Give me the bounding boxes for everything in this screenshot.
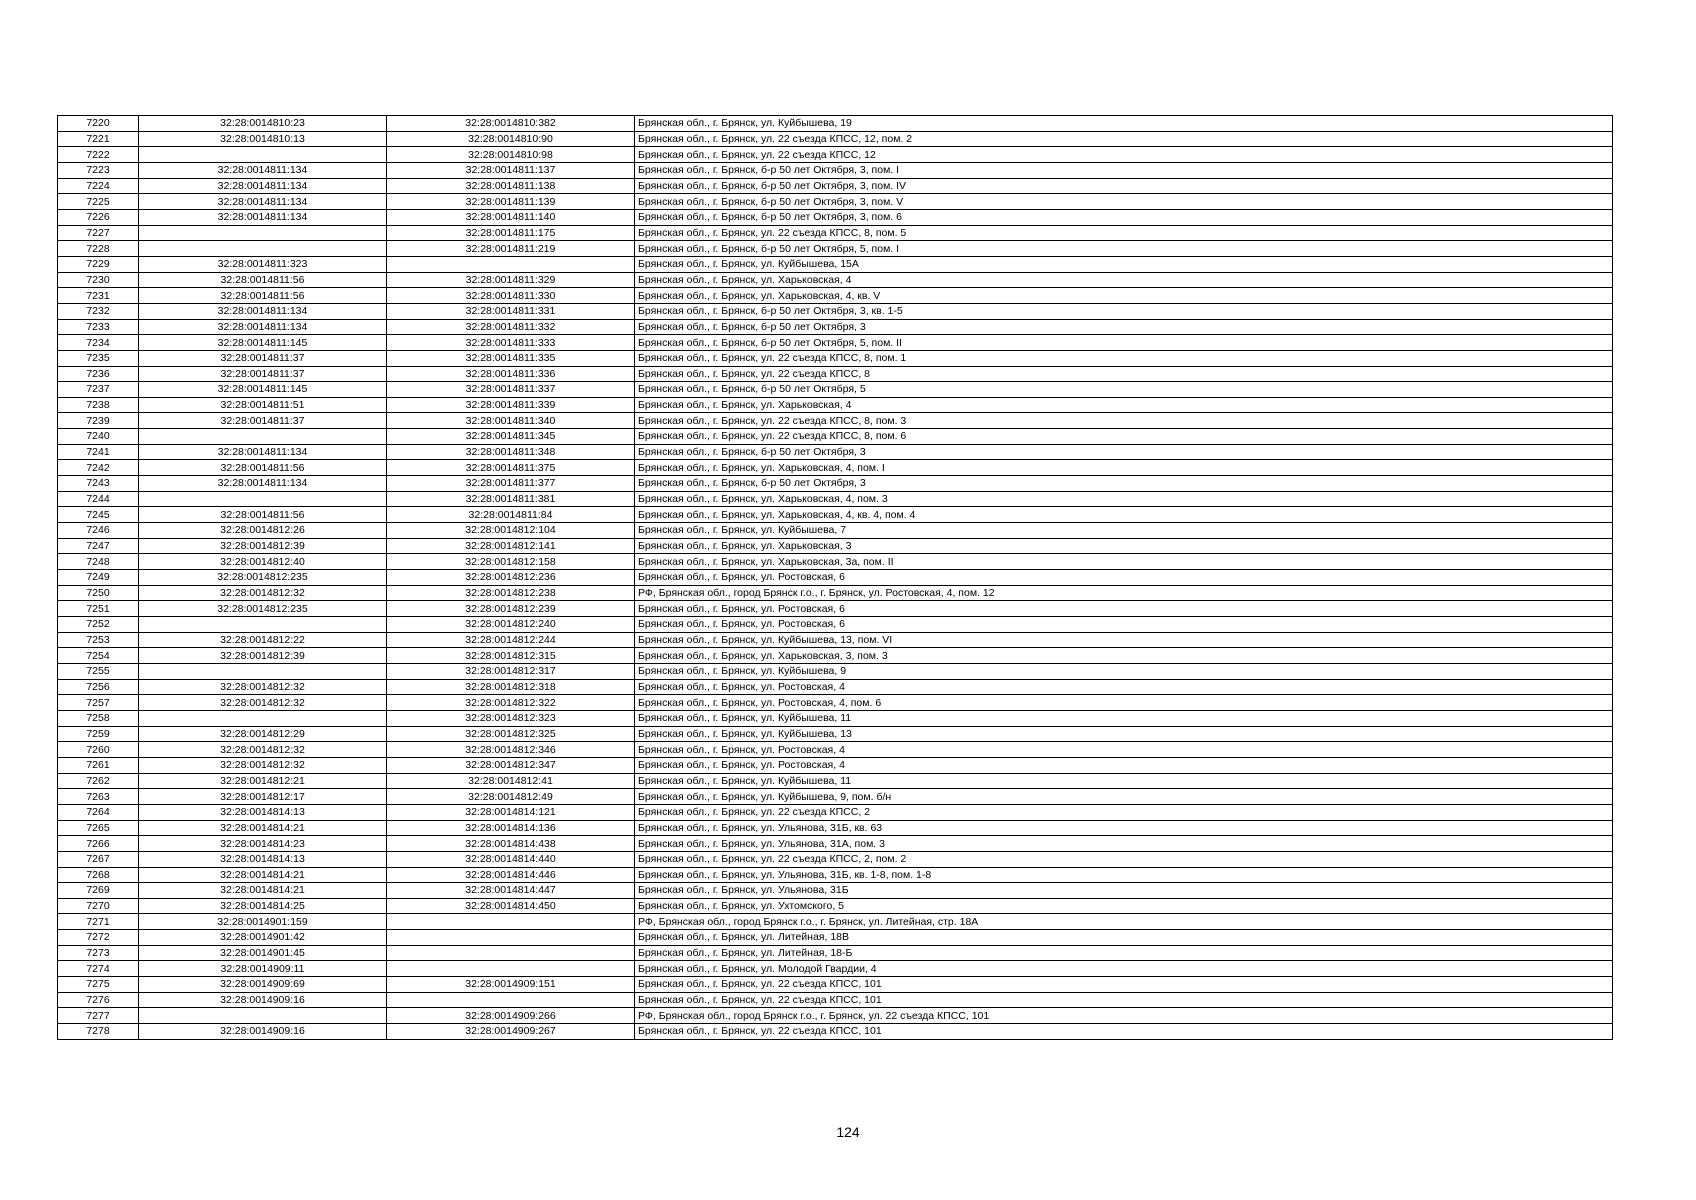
row-number-cell: 7244 xyxy=(58,491,139,507)
row-number-cell: 7230 xyxy=(58,272,139,288)
object-number-cell: 32:28:0014812:346 xyxy=(387,742,635,758)
row-number-cell: 7260 xyxy=(58,742,139,758)
address-cell: РФ, Брянская обл., город Брянск г.о., г. Брянск, ул. Ростовская, 4, пом. 12 xyxy=(635,585,1613,601)
table-row xyxy=(58,507,1613,523)
object-number-cell: 32:28:0014812:317 xyxy=(387,663,635,679)
land-plot-number-cell: 32:28:0014812:17 xyxy=(139,789,387,805)
row-number-cell: 7229 xyxy=(58,256,139,272)
address-cell: Брянская обл., г. Брянск, ул. Литейная, 18В xyxy=(635,930,1613,946)
address-cell: Брянская обл., г. Брянск, ул. Куйбышева, 19 xyxy=(635,116,1613,132)
table-row xyxy=(58,977,1613,993)
address-cell: Брянская обл., г. Брянск, ул. 22 съезда КПСС, 8, пом. 5 xyxy=(635,225,1613,241)
object-number-cell: 32:28:0014812:104 xyxy=(387,523,635,539)
table-row xyxy=(58,773,1613,789)
object-number-cell xyxy=(387,961,635,977)
address-cell: Брянская обл., г. Брянск, ул. Литейная, 18-Б xyxy=(635,945,1613,961)
object-number-cell: 32:28:0014812:158 xyxy=(387,554,635,570)
table-row xyxy=(58,632,1613,648)
land-plot-number-cell: 32:28:0014811:56 xyxy=(139,460,387,476)
land-plot-number-cell: 32:28:0014811:56 xyxy=(139,507,387,523)
table-row xyxy=(58,444,1613,460)
land-plot-number-cell: 32:28:0014812:29 xyxy=(139,726,387,742)
address-cell: Брянская обл., г. Брянск, б-р 50 лет Октября, 3, кв. 1-5 xyxy=(635,303,1613,319)
address-cell: Брянская обл., г. Брянск, ул. 22 съезда КПСС, 8 xyxy=(635,366,1613,382)
address-cell: Брянская обл., г. Брянск, ул. Ульянова, 31Б xyxy=(635,883,1613,899)
object-number-cell: 32:28:0014811:330 xyxy=(387,288,635,304)
object-number-cell: 32:28:0014811:377 xyxy=(387,476,635,492)
row-number-cell: 7251 xyxy=(58,601,139,617)
land-plot-number-cell xyxy=(139,491,387,507)
table-row xyxy=(58,601,1613,617)
land-plot-number-cell: 32:28:0014811:323 xyxy=(139,256,387,272)
row-number-cell: 7276 xyxy=(58,992,139,1008)
land-plot-number-cell: 32:28:0014812:32 xyxy=(139,757,387,773)
object-number-cell: 32:28:0014810:382 xyxy=(387,116,635,132)
object-number-cell: 32:28:0014814:446 xyxy=(387,867,635,883)
table-row xyxy=(58,726,1613,742)
land-plot-number-cell: 32:28:0014909:16 xyxy=(139,992,387,1008)
object-number-cell xyxy=(387,256,635,272)
object-number-cell: 32:28:0014811:339 xyxy=(387,397,635,413)
object-number-cell: 32:28:0014909:267 xyxy=(387,1024,635,1040)
row-number-cell: 7226 xyxy=(58,209,139,225)
table-row xyxy=(58,710,1613,726)
table-row xyxy=(58,617,1613,633)
object-number-cell: 32:28:0014811:375 xyxy=(387,460,635,476)
row-number-cell: 7257 xyxy=(58,695,139,711)
land-plot-number-cell: 32:28:0014814:21 xyxy=(139,883,387,899)
table-row xyxy=(58,804,1613,820)
address-cell: Брянская обл., г. Брянск, ул. Ульянова, 31Б, кв. 1-8, пом. 1-8 xyxy=(635,867,1613,883)
object-number-cell: 32:28:0014812:315 xyxy=(387,648,635,664)
object-number-cell: 32:28:0014811:345 xyxy=(387,429,635,445)
address-cell: Брянская обл., г. Брянск, ул. Куйбышева, 11 xyxy=(635,773,1613,789)
land-plot-number-cell: 32:28:0014901:159 xyxy=(139,914,387,930)
address-cell: Брянская обл., г. Брянск, ул. Ростовская, 4 xyxy=(635,742,1613,758)
table-row xyxy=(58,413,1613,429)
table-row xyxy=(58,523,1613,539)
address-cell: Брянская обл., г. Брянск, б-р 50 лет Октября, 5, пом. II xyxy=(635,335,1613,351)
land-plot-number-cell: 32:28:0014814:23 xyxy=(139,836,387,852)
table-row xyxy=(58,397,1613,413)
table-row xyxy=(58,1008,1613,1024)
table-row xyxy=(58,867,1613,883)
land-plot-number-cell xyxy=(139,241,387,257)
land-plot-number-cell: 32:28:0014812:22 xyxy=(139,632,387,648)
object-number-cell xyxy=(387,992,635,1008)
address-cell: Брянская обл., г. Брянск, ул. 22 съезда КПСС, 2, пом. 2 xyxy=(635,851,1613,867)
object-number-cell: 32:28:0014811:333 xyxy=(387,335,635,351)
land-plot-number-cell: 32:28:0014811:134 xyxy=(139,209,387,225)
address-cell: Брянская обл., г. Брянск, б-р 50 лет Октября, 3, пом. I xyxy=(635,162,1613,178)
land-plot-number-cell: 32:28:0014811:134 xyxy=(139,319,387,335)
table-row xyxy=(58,836,1613,852)
table-row xyxy=(58,585,1613,601)
address-cell: Брянская обл., г. Брянск, ул. Харьковская, 4, пом. I xyxy=(635,460,1613,476)
row-number-cell: 7240 xyxy=(58,429,139,445)
row-number-cell: 7253 xyxy=(58,632,139,648)
object-number-cell: 32:28:0014812:49 xyxy=(387,789,635,805)
row-number-cell: 7235 xyxy=(58,350,139,366)
address-cell: Брянская обл., г. Брянск, ул. Харьковская, 3а, пом. II xyxy=(635,554,1613,570)
land-plot-number-cell xyxy=(139,1008,387,1024)
row-number-cell: 7247 xyxy=(58,538,139,554)
land-plot-number-cell: 32:28:0014811:56 xyxy=(139,272,387,288)
table-row xyxy=(58,350,1613,366)
land-plot-number-cell: 32:28:0014811:145 xyxy=(139,335,387,351)
address-cell: Брянская обл., г. Брянск, ул. 22 съезда КПСС, 101 xyxy=(635,1024,1613,1040)
row-number-cell: 7254 xyxy=(58,648,139,664)
table-row xyxy=(58,961,1613,977)
table-row xyxy=(58,491,1613,507)
land-plot-number-cell: 32:28:0014811:134 xyxy=(139,444,387,460)
row-number-cell: 7250 xyxy=(58,585,139,601)
land-plot-number-cell: 32:28:0014812:32 xyxy=(139,585,387,601)
land-plot-number-cell: 32:28:0014814:13 xyxy=(139,851,387,867)
row-number-cell: 7248 xyxy=(58,554,139,570)
table-row xyxy=(58,757,1613,773)
row-number-cell: 7262 xyxy=(58,773,139,789)
object-number-cell: 32:28:0014812:236 xyxy=(387,570,635,586)
address-cell: Брянская обл., г. Брянск, ул. 22 съезда КПСС, 8, пом. 3 xyxy=(635,413,1613,429)
table-row xyxy=(58,288,1613,304)
object-number-cell: 32:28:0014814:121 xyxy=(387,804,635,820)
land-plot-number-cell: 32:28:0014812:21 xyxy=(139,773,387,789)
table-row xyxy=(58,695,1613,711)
row-number-cell: 7232 xyxy=(58,303,139,319)
address-cell: Брянская обл., г. Брянск, ул. 22 съезда КПСС, 2 xyxy=(635,804,1613,820)
address-cell: Брянская обл., г. Брянск, ул. Харьковская, 3 xyxy=(635,538,1613,554)
object-number-cell: 32:28:0014810:98 xyxy=(387,147,635,163)
table-row xyxy=(58,272,1613,288)
row-number-cell: 7273 xyxy=(58,945,139,961)
row-number-cell: 7243 xyxy=(58,476,139,492)
page-number: 124 xyxy=(836,1124,860,1140)
cadastral-table xyxy=(57,115,1613,1040)
land-plot-number-cell: 32:28:0014811:37 xyxy=(139,366,387,382)
land-plot-number-cell: 32:28:0014909:11 xyxy=(139,961,387,977)
row-number-cell: 7259 xyxy=(58,726,139,742)
row-number-cell: 7225 xyxy=(58,194,139,210)
row-number-cell: 7233 xyxy=(58,319,139,335)
address-cell: Брянская обл., г. Брянск, ул. 22 съезда КПСС, 8, пом. 6 xyxy=(635,429,1613,445)
land-plot-number-cell: 32:28:0014811:145 xyxy=(139,382,387,398)
land-plot-number-cell: 32:28:0014811:37 xyxy=(139,350,387,366)
object-number-cell: 32:28:0014812:240 xyxy=(387,617,635,633)
object-number-cell: 32:28:0014811:332 xyxy=(387,319,635,335)
object-number-cell: 32:28:0014811:140 xyxy=(387,209,635,225)
object-number-cell: 32:28:0014909:151 xyxy=(387,977,635,993)
land-plot-number-cell: 32:28:0014814:21 xyxy=(139,867,387,883)
address-cell: Брянская обл., г. Брянск, ул. Куйбышева, 13, пом. VI xyxy=(635,632,1613,648)
table-row xyxy=(58,851,1613,867)
object-number-cell xyxy=(387,930,635,946)
object-number-cell: 32:28:0014909:266 xyxy=(387,1008,635,1024)
address-cell: Брянская обл., г. Брянск, б-р 50 лет Октября, 3 xyxy=(635,444,1613,460)
object-number-cell: 32:28:0014812:41 xyxy=(387,773,635,789)
table-row xyxy=(58,241,1613,257)
row-number-cell: 7245 xyxy=(58,507,139,523)
row-number-cell: 7249 xyxy=(58,570,139,586)
address-cell: Брянская обл., г. Брянск, ул. 22 съезда КПСС, 101 xyxy=(635,992,1613,1008)
address-cell: Брянская обл., г. Брянск, ул. Куйбышева, 9, пом. б/н xyxy=(635,789,1613,805)
row-number-cell: 7231 xyxy=(58,288,139,304)
row-number-cell: 7234 xyxy=(58,335,139,351)
land-plot-number-cell: 32:28:0014909:69 xyxy=(139,977,387,993)
row-number-cell: 7271 xyxy=(58,914,139,930)
address-cell: Брянская обл., г. Брянск, ул. Харьковская, 3, пом. 3 xyxy=(635,648,1613,664)
row-number-cell: 7274 xyxy=(58,961,139,977)
table-row xyxy=(58,883,1613,899)
address-cell: Брянская обл., г. Брянск, ул. 22 съезда КПСС, 12 xyxy=(635,147,1613,163)
land-plot-number-cell: 32:28:0014811:37 xyxy=(139,413,387,429)
row-number-cell: 7265 xyxy=(58,820,139,836)
object-number-cell: 32:28:0014811:137 xyxy=(387,162,635,178)
address-cell: Брянская обл., г. Брянск, ул. Харьковская, 4 xyxy=(635,397,1613,413)
row-number-cell: 7269 xyxy=(58,883,139,899)
row-number-cell: 7222 xyxy=(58,147,139,163)
address-cell: Брянская обл., г. Брянск, б-р 50 лет Октября, 3 xyxy=(635,476,1613,492)
table-row xyxy=(58,116,1613,132)
row-number-cell: 7277 xyxy=(58,1008,139,1024)
object-number-cell: 32:28:0014812:238 xyxy=(387,585,635,601)
table-row xyxy=(58,460,1613,476)
land-plot-number-cell: 32:28:0014811:134 xyxy=(139,194,387,210)
row-number-cell: 7228 xyxy=(58,241,139,257)
address-cell: Брянская обл., г. Брянск, б-р 50 лет Октября, 5, пом. I xyxy=(635,241,1613,257)
row-number-cell: 7220 xyxy=(58,116,139,132)
object-number-cell: 32:28:0014814:450 xyxy=(387,898,635,914)
address-cell: Брянская обл., г. Брянск, ул. Ульянова, 31Б, кв. 63 xyxy=(635,820,1613,836)
address-cell: Брянская обл., г. Брянск, ул. Ростовская, 6 xyxy=(635,617,1613,633)
table-row xyxy=(58,382,1613,398)
object-number-cell: 32:28:0014811:337 xyxy=(387,382,635,398)
row-number-cell: 7275 xyxy=(58,977,139,993)
row-number-cell: 7256 xyxy=(58,679,139,695)
table-body xyxy=(58,116,1613,1040)
row-number-cell: 7270 xyxy=(58,898,139,914)
object-number-cell: 32:28:0014811:138 xyxy=(387,178,635,194)
address-cell: Брянская обл., г. Брянск, ул. Харьковская, 4, пом. 3 xyxy=(635,491,1613,507)
object-number-cell: 32:28:0014814:447 xyxy=(387,883,635,899)
object-number-cell: 32:28:0014811:348 xyxy=(387,444,635,460)
land-plot-number-cell: 32:28:0014811:134 xyxy=(139,303,387,319)
table-row xyxy=(58,476,1613,492)
object-number-cell: 32:28:0014812:318 xyxy=(387,679,635,695)
address-cell: Брянская обл., г. Брянск, ул. Куйбышева, 7 xyxy=(635,523,1613,539)
row-number-cell: 7236 xyxy=(58,366,139,382)
address-cell: Брянская обл., г. Брянск, ул. Ростовская, 4 xyxy=(635,757,1613,773)
table-row xyxy=(58,945,1613,961)
address-cell: Брянская обл., г. Брянск, ул. Молодой Гвардии, 4 xyxy=(635,961,1613,977)
table-row xyxy=(58,914,1613,930)
land-plot-number-cell: 32:28:0014812:32 xyxy=(139,695,387,711)
object-number-cell xyxy=(387,945,635,961)
land-plot-number-cell xyxy=(139,663,387,679)
table-row xyxy=(58,256,1613,272)
address-cell: Брянская обл., г. Брянск, ул. Харьковская, 4, кв. 4, пом. 4 xyxy=(635,507,1613,523)
row-number-cell: 7223 xyxy=(58,162,139,178)
address-cell: Брянская обл., г. Брянск, ул. 22 съезда КПСС, 12, пом. 2 xyxy=(635,131,1613,147)
land-plot-number-cell: 32:28:0014814:25 xyxy=(139,898,387,914)
table-row xyxy=(58,992,1613,1008)
table-row xyxy=(58,366,1613,382)
land-plot-number-cell: 32:28:0014812:32 xyxy=(139,679,387,695)
land-plot-number-cell: 32:28:0014810:13 xyxy=(139,131,387,147)
table-row xyxy=(58,162,1613,178)
table-row xyxy=(58,429,1613,445)
land-plot-number-cell: 32:28:0014812:26 xyxy=(139,523,387,539)
address-cell: РФ, Брянская обл., город Брянск г.о., г. Брянск, ул. 22 съезда КПСС, 101 xyxy=(635,1008,1613,1024)
table-row xyxy=(58,663,1613,679)
object-number-cell: 32:28:0014814:438 xyxy=(387,836,635,852)
address-cell: Брянская обл., г. Брянск, ул. 22 съезда КПСС, 101 xyxy=(635,977,1613,993)
row-number-cell: 7237 xyxy=(58,382,139,398)
table-row xyxy=(58,303,1613,319)
address-cell: Брянская обл., г. Брянск, б-р 50 лет Октября, 3, пом. IV xyxy=(635,178,1613,194)
table-row xyxy=(58,209,1613,225)
land-plot-number-cell: 32:28:0014812:39 xyxy=(139,648,387,664)
row-number-cell: 7246 xyxy=(58,523,139,539)
table-row xyxy=(58,225,1613,241)
land-plot-number-cell: 32:28:0014811:134 xyxy=(139,162,387,178)
object-number-cell: 32:28:0014811:340 xyxy=(387,413,635,429)
land-plot-number-cell: 32:28:0014811:51 xyxy=(139,397,387,413)
address-cell: Брянская обл., г. Брянск, ул. Харьковская, 4, кв. V xyxy=(635,288,1613,304)
address-cell: Брянская обл., г. Брянск, ул. Харьковская, 4 xyxy=(635,272,1613,288)
object-number-cell: 32:28:0014811:84 xyxy=(387,507,635,523)
object-number-cell: 32:28:0014814:440 xyxy=(387,851,635,867)
land-plot-number-cell: 32:28:0014812:32 xyxy=(139,742,387,758)
object-number-cell xyxy=(387,914,635,930)
land-plot-number-cell: 32:28:0014812:235 xyxy=(139,570,387,586)
land-plot-number-cell: 32:28:0014812:39 xyxy=(139,538,387,554)
table-row xyxy=(58,930,1613,946)
object-number-cell: 32:28:0014812:347 xyxy=(387,757,635,773)
object-number-cell: 32:28:0014811:381 xyxy=(387,491,635,507)
address-cell: Брянская обл., г. Брянск, ул. Ухтомского, 5 xyxy=(635,898,1613,914)
row-number-cell: 7268 xyxy=(58,867,139,883)
row-number-cell: 7272 xyxy=(58,930,139,946)
land-plot-number-cell: 32:28:0014812:235 xyxy=(139,601,387,617)
row-number-cell: 7261 xyxy=(58,757,139,773)
object-number-cell: 32:28:0014812:323 xyxy=(387,710,635,726)
address-cell: Брянская обл., г. Брянск, ул. Куйбышева, 9 xyxy=(635,663,1613,679)
address-cell: Брянская обл., г. Брянск, б-р 50 лет Октября, 3, пом. 6 xyxy=(635,209,1613,225)
land-plot-number-cell: 32:28:0014814:13 xyxy=(139,804,387,820)
row-number-cell: 7239 xyxy=(58,413,139,429)
object-number-cell: 32:28:0014811:335 xyxy=(387,350,635,366)
land-plot-number-cell: 32:28:0014812:40 xyxy=(139,554,387,570)
row-number-cell: 7266 xyxy=(58,836,139,852)
land-plot-number-cell xyxy=(139,617,387,633)
table-row xyxy=(58,570,1613,586)
address-cell: Брянская обл., г. Брянск, ул. Ростовская, 4 xyxy=(635,679,1613,695)
table-row xyxy=(58,147,1613,163)
address-cell: Брянская обл., г. Брянск, ул. Ульянова, 31А, пом. 3 xyxy=(635,836,1613,852)
object-number-cell: 32:28:0014811:219 xyxy=(387,241,635,257)
land-plot-number-cell: 32:28:0014901:42 xyxy=(139,930,387,946)
row-number-cell: 7264 xyxy=(58,804,139,820)
object-number-cell: 32:28:0014812:141 xyxy=(387,538,635,554)
land-plot-number-cell: 32:28:0014901:45 xyxy=(139,945,387,961)
row-number-cell: 7255 xyxy=(58,663,139,679)
row-number-cell: 7221 xyxy=(58,131,139,147)
table-row xyxy=(58,538,1613,554)
table-row xyxy=(58,789,1613,805)
land-plot-number-cell: 32:28:0014909:16 xyxy=(139,1024,387,1040)
address-cell: Брянская обл., г. Брянск, б-р 50 лет Октября, 3, пом. V xyxy=(635,194,1613,210)
object-number-cell: 32:28:0014811:331 xyxy=(387,303,635,319)
object-number-cell: 32:28:0014810:90 xyxy=(387,131,635,147)
row-number-cell: 7258 xyxy=(58,710,139,726)
land-plot-number-cell: 32:28:0014811:134 xyxy=(139,178,387,194)
table-row xyxy=(58,820,1613,836)
table-row xyxy=(58,178,1613,194)
address-cell: Брянская обл., г. Брянск, ул. Куйбышева, 13 xyxy=(635,726,1613,742)
table-row xyxy=(58,335,1613,351)
land-plot-number-cell: 32:28:0014811:134 xyxy=(139,476,387,492)
object-number-cell: 32:28:0014811:329 xyxy=(387,272,635,288)
object-number-cell: 32:28:0014812:239 xyxy=(387,601,635,617)
object-number-cell: 32:28:0014811:175 xyxy=(387,225,635,241)
object-number-cell: 32:28:0014812:325 xyxy=(387,726,635,742)
row-number-cell: 7263 xyxy=(58,789,139,805)
row-number-cell: 7238 xyxy=(58,397,139,413)
address-cell: Брянская обл., г. Брянск, б-р 50 лет Октября, 5 xyxy=(635,382,1613,398)
table-row xyxy=(58,648,1613,664)
address-cell: РФ, Брянская обл., город Брянск г.о., г. Брянск, ул. Литейная, стр. 18А xyxy=(635,914,1613,930)
row-number-cell: 7252 xyxy=(58,617,139,633)
object-number-cell: 32:28:0014811:336 xyxy=(387,366,635,382)
object-number-cell: 32:28:0014814:136 xyxy=(387,820,635,836)
land-plot-number-cell xyxy=(139,225,387,241)
table-row xyxy=(58,898,1613,914)
row-number-cell: 7242 xyxy=(58,460,139,476)
table-row xyxy=(58,679,1613,695)
table-row xyxy=(58,554,1613,570)
table-row xyxy=(58,742,1613,758)
table-row xyxy=(58,319,1613,335)
object-number-cell: 32:28:0014812:322 xyxy=(387,695,635,711)
table-row xyxy=(58,194,1613,210)
row-number-cell: 7241 xyxy=(58,444,139,460)
address-cell: Брянская обл., г. Брянск, б-р 50 лет Октября, 3 xyxy=(635,319,1613,335)
row-number-cell: 7278 xyxy=(58,1024,139,1040)
land-plot-number-cell: 32:28:0014814:21 xyxy=(139,820,387,836)
land-plot-number-cell xyxy=(139,710,387,726)
address-cell: Брянская обл., г. Брянск, ул. 22 съезда КПСС, 8, пом. 1 xyxy=(635,350,1613,366)
address-cell: Брянская обл., г. Брянск, ул. Ростовская, 6 xyxy=(635,570,1613,586)
row-number-cell: 7267 xyxy=(58,851,139,867)
table-row xyxy=(58,1024,1613,1040)
land-plot-number-cell xyxy=(139,147,387,163)
address-cell: Брянская обл., г. Брянск, ул. Ростовская, 6 xyxy=(635,601,1613,617)
address-cell: Брянская обл., г. Брянск, ул. Ростовская, 4, пом. 6 xyxy=(635,695,1613,711)
land-plot-number-cell: 32:28:0014810:23 xyxy=(139,116,387,132)
table-row xyxy=(58,131,1613,147)
address-cell: Брянская обл., г. Брянск, ул. Куйбышева, 11 xyxy=(635,710,1613,726)
land-plot-number-cell: 32:28:0014811:56 xyxy=(139,288,387,304)
address-cell: Брянская обл., г. Брянск, ул. Куйбышева, 15А xyxy=(635,256,1613,272)
row-number-cell: 7224 xyxy=(58,178,139,194)
object-number-cell: 32:28:0014811:139 xyxy=(387,194,635,210)
land-plot-number-cell xyxy=(139,429,387,445)
row-number-cell: 7227 xyxy=(58,225,139,241)
object-number-cell: 32:28:0014812:244 xyxy=(387,632,635,648)
